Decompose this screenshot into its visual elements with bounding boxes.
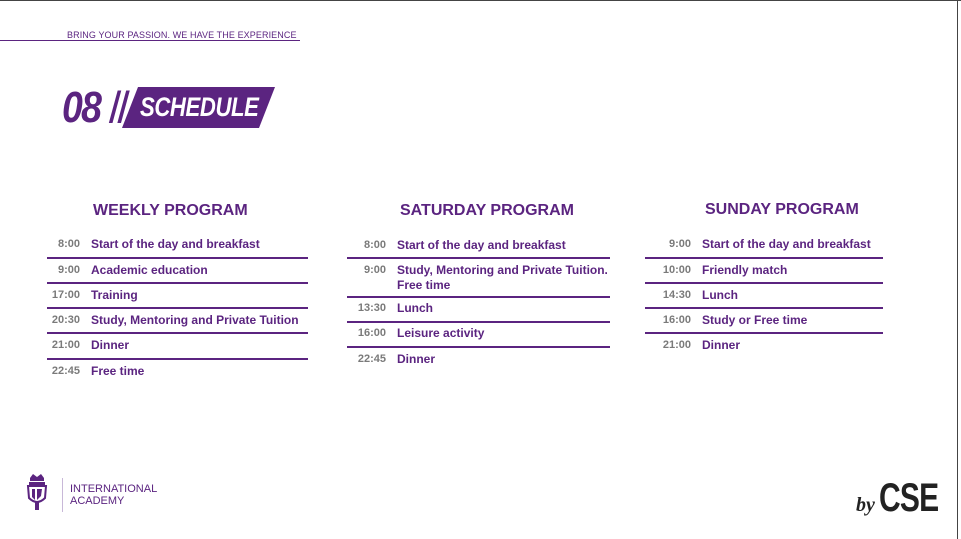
- row-time: 22:45: [51, 365, 80, 377]
- row-divider: [47, 282, 308, 284]
- row-activity: Study, Mentoring and Private Tuition. Free time: [397, 263, 608, 292]
- row-divider: [47, 358, 308, 360]
- schedule-row: [346, 352, 435, 367]
- schedule-row: [40, 263, 208, 278]
- row-divider: [645, 307, 883, 309]
- row-time: 9:00: [668, 238, 691, 250]
- schedule-row: [346, 263, 612, 293]
- program-title: SUNDAY PROGRAM: [705, 201, 859, 218]
- row-divider: [347, 346, 610, 348]
- schedule-row: [346, 238, 566, 253]
- row-activity: Start of the day and breakfast: [91, 237, 260, 251]
- row-time: 17:00: [51, 289, 80, 301]
- row-time: 20:30: [51, 314, 80, 326]
- schedule-row: [40, 338, 129, 353]
- row-activity: Dinner: [397, 352, 436, 366]
- section-number: 08: [62, 83, 101, 132]
- row-divider: [47, 307, 308, 309]
- row-activity: Free time: [91, 364, 145, 378]
- row-activity: Academic education: [91, 263, 208, 277]
- schedule-row: [40, 288, 138, 303]
- row-divider: [347, 296, 610, 298]
- academy-name-line1: INTERNATIONAL: [70, 483, 158, 495]
- row-divider: [645, 332, 883, 334]
- brand-by: by: [856, 494, 875, 516]
- brand-name: CSE: [878, 476, 939, 520]
- row-time: 21:00: [662, 339, 691, 351]
- schedule-row: [651, 338, 740, 353]
- tagline: BRING YOUR PASSION. WE HAVE THE EXPERIENCE: [67, 30, 297, 40]
- schedule-row: [651, 237, 871, 252]
- row-activity: Start of the day and breakfast: [702, 237, 871, 251]
- row-time: 9:00: [363, 264, 386, 276]
- row-activity: Leisure activity: [397, 326, 485, 340]
- row-time: 16:00: [662, 314, 691, 326]
- schedule-row: [651, 288, 738, 303]
- academy-name-line2: ACADEMY: [70, 495, 125, 507]
- schedule-row: [651, 263, 787, 278]
- schedule-row: [346, 301, 433, 316]
- row-time: 14:30: [662, 289, 691, 301]
- row-activity: Study, Mentoring and Private Tuition: [91, 313, 299, 327]
- schedule-row: [651, 313, 807, 328]
- page-frame-top: [0, 0, 961, 1]
- row-divider: [347, 257, 610, 259]
- row-divider: [47, 332, 308, 334]
- page-frame-right: [957, 0, 958, 539]
- section-slashes: //: [110, 83, 128, 132]
- row-divider: [47, 257, 308, 259]
- logo-separator: [62, 478, 63, 512]
- academy-crest-icon: [24, 472, 50, 519]
- row-activity: Dinner: [702, 338, 741, 352]
- row-divider: [645, 257, 883, 259]
- academy-name: [70, 483, 157, 507]
- row-time: 22:45: [357, 353, 386, 365]
- row-time: 16:00: [357, 327, 386, 339]
- row-divider: [645, 282, 883, 284]
- row-time: 21:00: [51, 339, 80, 351]
- row-activity: Study or Free time: [702, 313, 808, 327]
- row-divider: [347, 321, 610, 323]
- row-activity: Training: [91, 288, 138, 302]
- row-time: 8:00: [57, 238, 80, 250]
- row-time: 8:00: [363, 239, 386, 251]
- tagline-underline: [0, 40, 300, 41]
- row-time: 10:00: [662, 264, 691, 276]
- program-title: SATURDAY PROGRAM: [400, 202, 574, 219]
- row-activity: Friendly match: [702, 263, 788, 277]
- row-activity: Dinner: [91, 338, 130, 352]
- row-activity: Start of the day and breakfast: [397, 238, 566, 252]
- row-activity: Lunch: [397, 301, 433, 315]
- program-title: WEEKLY PROGRAM: [93, 202, 248, 219]
- schedule-row: [40, 237, 260, 252]
- section-title: SCHEDULE: [140, 92, 259, 122]
- row-activity: Lunch: [702, 288, 738, 302]
- schedule-row: [346, 326, 484, 341]
- row-time: 13:30: [357, 302, 386, 314]
- schedule-row: [40, 313, 299, 328]
- schedule-row: [40, 364, 144, 379]
- brand-logo: [856, 478, 958, 518]
- row-time: 9:00: [57, 264, 80, 276]
